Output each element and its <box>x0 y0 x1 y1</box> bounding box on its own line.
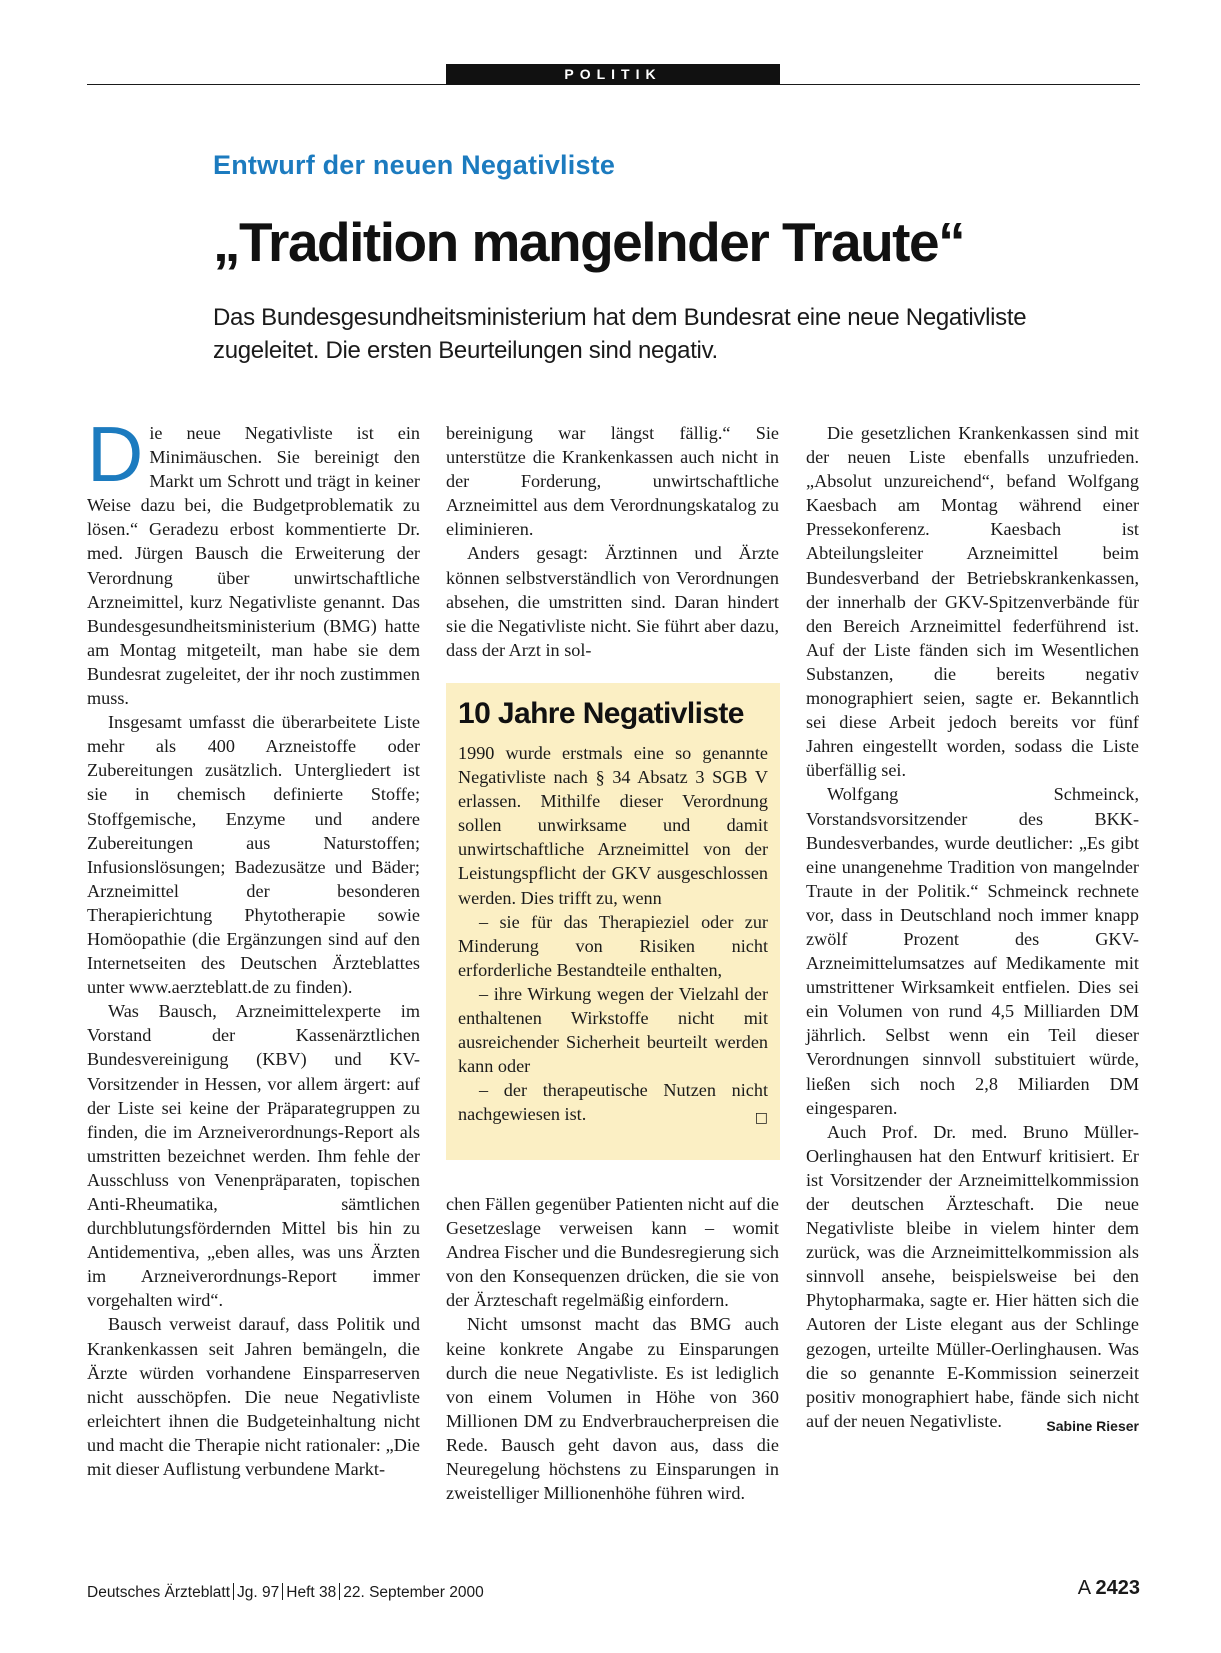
author-byline: Sabine Rieser <box>1046 1417 1139 1434</box>
column-2-top <box>446 421 779 662</box>
journal-name: Deutsches Ärzteblatt <box>87 1584 231 1601</box>
paragraph: Die gesetzlichen Krankenkassen sind mit der neuen Liste ebenfalls unzufrieden. „Absolut unzureichend“, befand Wolfgang Kaesbach am Montag während einer Pressekonferenz. Kaesbach ist Abteilungsleiter Arzneimittel beim Bundesverband der Betriebskrankenkassen, der innerhalb der GKV-Spitzenverbände für den Bereich Arzneimittel federführend ist. Auf der Liste fänden sich im Wesentlichen Substanzen, die bereits negativ monographiert seien, sagte er. Bekanntlich sei diese Arbeit jedoch bereits vor fünf Jahren eingestellt worden, sodass die Liste überfällig sei. <box>806 423 1139 781</box>
separator <box>282 1583 283 1600</box>
infobox-item: – ihre Wirkung wegen der Vielzahl der enthaltenen Wirkstoffe nicht mit ausreichender Sicherheit beurteilt werden kann oder <box>458 983 768 1077</box>
infobox-title: 10 Jahre Negativliste <box>458 697 744 730</box>
column-2-bottom <box>446 1192 779 1505</box>
infobox-item: – sie für das Therapieziel oder zur Minderung von Risiken nicht erforderliche Bestandteile enthalten, <box>458 911 768 980</box>
column-3 <box>806 421 1139 1438</box>
article-lead: Das Bundesgesundheitsministerium hat dem Bundesrat eine neue Negativliste zugeleitet. Die ersten Beurteilungen sind negativ. <box>213 304 1027 364</box>
dropcap: D <box>87 410 144 498</box>
page-number <box>1078 1577 1140 1600</box>
volume: Jg. 97 <box>237 1584 280 1601</box>
paragraph: Bausch verweist darauf, dass Politik und Krankenkassen seit Jahren bemängeln, die Ärzte würden vorhandene Einsparreserven nicht ausschöpfen. Die neue Negativliste erleichtert ihnen die Budgeteinhaltung nicht und macht die Therapie nicht rationaler: „Die mit dieser Auflistung verbundene Markt- <box>87 1314 420 1480</box>
article-kicker: Entwurf der neuen Negativliste <box>213 150 616 180</box>
separator <box>233 1583 234 1600</box>
paragraph: Anders gesagt: Ärztinnen und Ärzte können selbstverständlich von Verordnungen absehen, die umstritten sind. Daran hindert sie die Negativliste nicht. Sie führt aber dazu, dass der Arzt in sol- <box>446 543 779 660</box>
page-prefix: A <box>1077 1577 1092 1599</box>
column-1 <box>87 410 420 1481</box>
paragraph: bereinigung war längst fällig.“ Sie unterstütze die Krankenkassen auch nicht in der Forderung, unwirtschaftliche Arzneimittel aus dem Verordnungskatalog zu eliminieren. <box>446 423 779 540</box>
footer-citation <box>87 1583 484 1602</box>
infobox <box>446 683 780 1160</box>
issue-date: 22. September 2000 <box>343 1584 484 1601</box>
infobox-body <box>458 741 768 1127</box>
infobox-intro: 1990 wurde erstmals eine so genannte Negativliste nach § 34 Absatz 3 SGB V erlassen. Mithilfe dieser Verordnung sollen unwirksame und damit unwirtschaftliche Arzneimittel von der Leistungspflicht der GKV ausgeschlossen werden. Dies trifft zu, wenn <box>458 743 768 908</box>
infobox-item: – der therapeutische Nutzen nicht nachgewiesen ist. □ <box>458 1078 768 1126</box>
paragraph: Nicht umsonst macht das BMG auch keine konkrete Angabe zu Einsparungen durch die neue Negativliste. Es ist lediglich von einem Volumen in Höhe von 360 Millionen DM zu Endverbraucherpreisen die Rede. Bausch geht davon aus, dass die Neuregelung höchstens zu Einsparungen in zweistelliger Millionenhöhe führen wird. <box>446 1314 779 1504</box>
paragraph: chen Fällen gegenüber Patienten nicht auf die Gesetzeslage verweisen kann – womit Andrea Fischer und die Bundesregierung sich von den Konsequenzen drücken, die sie von der Ärzteschaft regelmäßig einfordern. <box>446 1194 779 1311</box>
paragraph: Insgesamt umfasst die überarbeitete Liste mehr als 400 Arzneistoffe oder Zubereitungen zusätzlich. Untergliedert ist sie in chemisch definierte Stoffe; Stoffgemische, Enzyme und andere Zubereitungen aus Naturstoffen; Infusionslösungen; Badezusätze und Bäder; Arzneimittel der besonderen Therapierichtung Phytotherapie sowie Homöopathie (die Ergänzungen sind auf den Internetseiten des Deutschen Ärzteblattes unter www.aerzteblatt.de zu finden). <box>87 712 420 998</box>
paragraph: Die neue Negativliste ist ein Minimäuschen. Sie bereinigt den Markt um Schrott und trägt in keiner Weise dazu bei, die Budgetproblematik zu lösen.“ Geradezu erbost kommentierte Dr. med. Jürgen Bausch die Erweiterung der Verordnung über unwirtschaftliche Arzneimittel, kurz Negativliste genannt. Das Bundesgesundheitsministerium (BMG) hatte am Montag mitgeteilt, man habe sie dem Bundesrat zugeleitet, der ihr noch zustimmen muss. <box>87 410 420 709</box>
paragraph: Auch Prof. Dr. med. Bruno Müller-Oerlinghausen hat den Entwurf kritisiert. Er ist Vorsitzender der Arzneimittelkommission der deutschen Ärzteschaft. Die neue Negativliste bleibe in vielem hinter dem zurück, was die Arzneimittelkommission als sinnvoll ansehe, beispielsweise bei den Phytopharmaka, sagte er. Hier hätten sich die Autoren der Liste elegant aus der Schlinge gezogen, urteilte Müller-Oerlinghausen. Was die so genannte E-Kommission seinerzeit positiv monographiert habe, fände sich nicht auf der neuen Negativliste. Sabine Rieser <box>806 1120 1139 1433</box>
issue: Heft 38 <box>286 1584 337 1601</box>
separator <box>339 1583 340 1600</box>
page-number-value: 2423 <box>1095 1577 1140 1599</box>
paragraph: Was Bausch, Arzneimittelexperte im Vorstand der Kassenärztlichen Bundesvereinigung (KBV) und KV-Vorsitzender in Hessen, vor allem ärgert: auf der Liste sei keine der Präparategruppen zu finden, die im Arzneiverordnungs-Report als umstritten bezeichnet werden. Ihm fehle der Ausschluss von Venenpräparaten, topischen Anti-Rheumatika, sämtlichen durchblutungsfördernden Mittel bis hin zu Antidementiva, „eben alles, was uns Ärzten im Arzneiverordnungs-Report immer vorgehalten wird“. <box>87 1001 420 1311</box>
article-headline: „Tradition mangelnder Traute“ <box>213 211 965 273</box>
paragraph: Wolfgang Schmeinck, Vorstandsvorsitzender des BKK-Bundesverbandes, wurde deutlicher: „Es gibt eine unangenehme Tradition von mangelnder Traute in der Politik.“ Schmeinck rechnete vor, dass in Deutschland noch immer knapp zwölf Prozent des GKV-Arzneimittelumsatzes auf Medikamente mit umstrittener Wirksamkeit entfielen. Dies sei ein Volumen von rund 4,5 Milliarden DM jährlich. Selbst wenn ein Teil dieser Verordnungen sinnvoll substituiert würde, ließen sich noch 2,8 Miliarden DM eingesparen. <box>806 784 1139 1118</box>
end-mark-icon: □ <box>754 1110 768 1127</box>
section-tag: POLITIK <box>446 64 780 85</box>
